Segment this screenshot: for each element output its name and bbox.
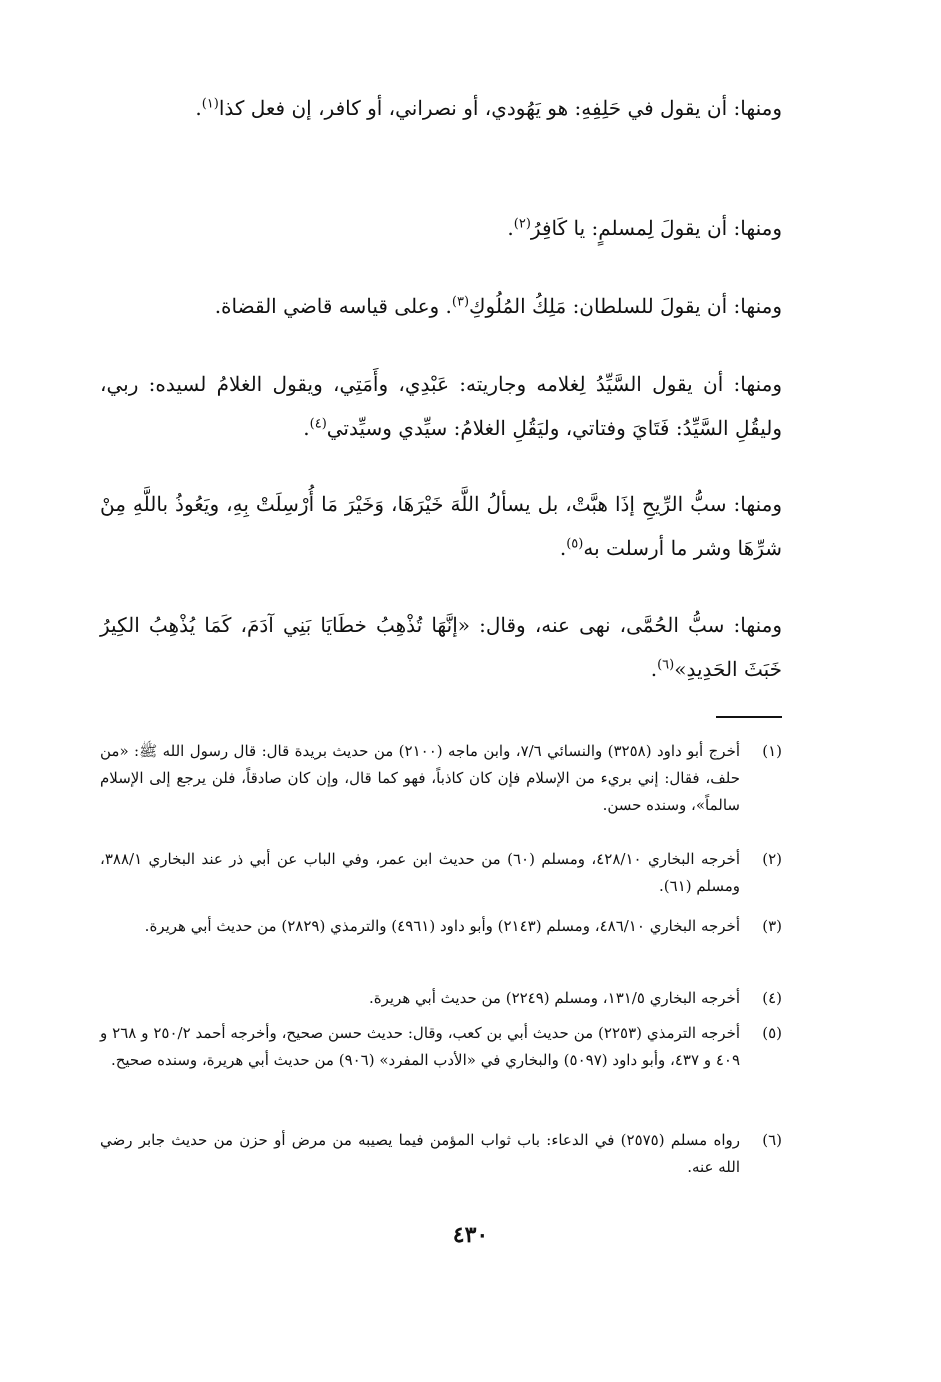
footnote-number: (٢) <box>762 850 782 868</box>
footnote-text: أخرجه البخاري ٤٢٨/١٠، ومسلم (٦٠) من حديث ابن عمر، وفي الباب عن أبي ذر عند البخاري ٣٨٨/١، ومسلم (٦١). <box>100 850 740 895</box>
paragraph-text: ومنها: سبُّ الرِّيحِ إذَا هبَّتْ، بل يسألُ اللَّهَ خَيْرَهَا، وَخَيْرَ مَا أُرْسِلَتْ بِهِ، ويَعُوذُ باللَّهِ مِنْ شرِّهَا وشر ما أرسلت به <box>100 492 782 560</box>
footnote-3 <box>100 913 782 940</box>
paragraph-text: ومنها: أن يقول في حَلِفِهِ: هو يَهُودي، أو نصراني، أو كافر، إن فعل كذا <box>218 96 782 120</box>
footnote-text: أخرجه الترمذي (٢٢٥٣) من حديث أبي بن كعب، وقال: حديث حسن صحيح، وأخرجه أحمد ٢٥٠/٢ و ٢٦٨ و ٤٠٩ و ٤٣٧، وأبو داود (٥٠٩٧) والبخاري في «الأدب المفرد» (٩٠٦) من حديث أبي هريرة، وسنده صحيح. <box>100 1024 741 1069</box>
footnote-1 <box>100 738 782 819</box>
footnote-number: (١) <box>762 742 782 760</box>
footnote-text: أخرج أبو داود (٣٢٥٨) والنسائي ٧/٦، وابن ماجه (٢١٠٠) من حديث بريدة قال: قال رسول الله ﷺ: «من حلف، فقال: إني بريء من الإسلام فإن كان كاذباً، فهو كما قال، وإن كان صادقاً، فلن يرجع إلى الإسلام سالماً»، وسنده حسن. <box>100 742 741 814</box>
paragraph-end: . وعلى قياسه قاضي القضاة. <box>214 294 452 318</box>
footnote-divider <box>716 716 782 718</box>
footnote-text: أخرجه البخاري ٤٨٦/١٠، ومسلم (٢١٤٣) وأبو داود (٤٩٦١) والترمذي (٢٨٢٩) من حديث أبي هريرة. <box>144 917 740 935</box>
footnote-2 <box>100 846 782 900</box>
paragraph-sultan <box>100 284 782 328</box>
paragraph-text: ومنها: سبُّ الحُمَّى، نهى عنه، وقال: «إنَّهَا تُذْهِبُ خطَايَا بَنِي آدَمَ، كَمَا يُذْهِبُ الكِيرُ خَبَثَ الحَدِيدِ» <box>100 613 782 681</box>
footnote-text: رواه مسلم (٢٥٧٥) في الدعاء: باب ثواب المؤمن فيما يصيبه من مرض أو حزن من حديث جابر رضي الله عنه. <box>100 1131 740 1176</box>
paragraph-end: . <box>559 536 567 560</box>
footnote-6 <box>100 1127 782 1181</box>
page-number: ٤٣٠ <box>452 1222 489 1248</box>
paragraph-text: ومنها: أن يقول السَّيِّدُ لِغلامه وجاريته: عَبْدِي، وأَمَتِي، ويقول الغلامُ لسيده: ربي، وليقُلِ السَّيِّدُ: فَتَايَ وفتاتي، وليَقُلِ الغلامُ: سيِّدي وسيِّدتي <box>100 372 782 440</box>
footnote-number: (٦) <box>762 1131 782 1149</box>
paragraph-master-servant <box>100 362 782 450</box>
paragraph-oath <box>100 86 782 130</box>
paragraph-end: . <box>650 657 658 681</box>
footnote-5 <box>100 1020 782 1074</box>
paragraph-wind <box>100 482 782 570</box>
paragraph-text: ومنها: أن يقولَ لِمسلمٍ: يا كَافِرُ <box>530 216 782 240</box>
paragraph-end: . <box>507 216 514 240</box>
footnote-ref: (١) <box>201 96 219 112</box>
paragraph-fever <box>100 603 782 691</box>
footnote-number: (٥) <box>762 1024 782 1042</box>
footnote-ref: (٦) <box>657 657 675 673</box>
paragraph-end: . <box>195 96 202 120</box>
footnote-text: أخرجه البخاري ١٣١/٥، ومسلم (٢٢٤٩) من حديث أبي هريرة. <box>369 989 740 1007</box>
paragraph-text: ومنها: أن يقولَ للسلطان: مَلِكُ المُلُوكِ <box>469 294 782 318</box>
footnote-ref: (٢) <box>513 216 531 232</box>
footnote-number: (٣) <box>762 917 782 935</box>
paragraph-kafir <box>100 206 782 250</box>
paragraph-end: . <box>303 416 310 440</box>
footnote-number: (٤) <box>762 989 782 1007</box>
footnote-4 <box>100 985 782 1012</box>
footnote-ref: (٣) <box>451 294 470 310</box>
footnote-ref: (٤) <box>309 416 327 432</box>
footnote-ref: (٥) <box>566 536 584 552</box>
